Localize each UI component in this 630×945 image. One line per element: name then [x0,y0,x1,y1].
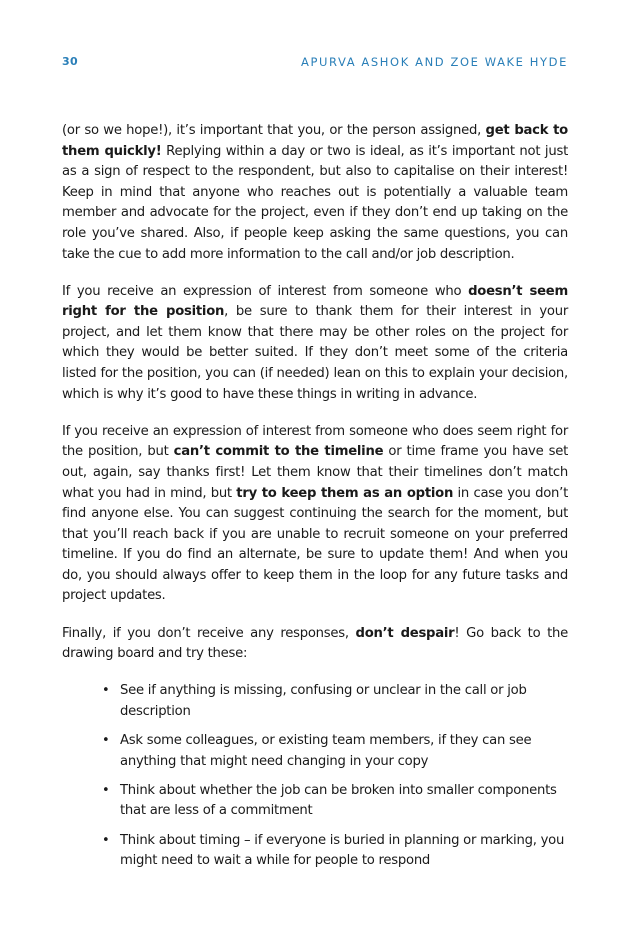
bullet-icon: • [102,733,110,749]
text-run: or time frame you have set out, again, say thanks first! Let them know that their timelines don’t match what you had in mind, but [62,444,568,501]
paragraph [62,422,568,607]
emphasis-text: don’t despair [355,625,455,641]
bullet-icon: • [102,782,110,798]
text-run: in case you don’t find anyone else. You can suggest continuing the search for the moment, but that you’ll reach back if you are unable to recruit someone on your preferred timeline. If you do find an alternate, be sure to update them! And when you do, you should always offer to keep them in the loop for any future tasks and project updates. [62,485,568,604]
text-run: ! Go back to the drawing board and try these: [62,625,568,662]
bullet-icon: • [102,683,110,699]
list-item-text: Think about whether the job can be broken into smaller components that are less of a commitment [120,782,557,819]
body-text [62,121,568,880]
paragraph [62,282,568,406]
list-item-text: See if anything is missing, confusing or unclear in the call or job description [120,683,527,719]
text-run: Replying within a day or two is ideal, as it’s important not just as a sign of respect to the respondent, but also to capitalise on their interest! Keep in mind that anyone who reaches out is potentially a valuable team member and advocate for the project, even if they don’t end up taking on the role you’ve shared. Also, if people keep asking the same questions, you can take the cue to add more information to the call and/or job description. [62,143,568,262]
emphasis-text: can’t commit to the timeline [173,444,384,460]
list-item-text: Think about timing – if everyone is buried in planning or marking, you might need to wait a while for people to respond [120,832,565,869]
emphasis-text: doesn’t seem right for the position [62,283,568,320]
page-number: 30 [62,55,78,68]
bullet-list [62,681,568,872]
list-item-text: Ask some colleagues, or existing team members, if they can see anything that might need changing in your copy [120,733,532,769]
emphasis-text: get back to them quickly! [62,123,568,159]
text-run: Finally, if you don’t receive any responses, [62,625,356,641]
paragraph [62,624,568,665]
emphasis-text: try to keep them as an option [236,485,454,501]
text-run: , be sure to thank them for their interest in your project, and let them know that there may be other roles on the project for which they would be better suited. If they don’t meet some of the criteria listed for the position, you can (if needed) lean on this to explain your decision, which is why it’s good to have these things in writing in advance. [62,304,568,402]
list-item [102,731,568,772]
bullet-icon: • [102,832,110,848]
running-header [62,55,568,71]
list-item [102,681,568,722]
text-run: If you receive an expression of interest from someone who does seem right for the position, but [62,423,568,460]
header-authors: APURVA ASHOK AND ZOE WAKE HYDE [301,55,568,69]
text-run: If you receive an expression of interest from someone who [62,283,469,299]
paragraph [62,121,568,265]
list-item [102,831,568,872]
list-item [102,781,568,822]
text-run: (or so we hope!), it’s important that you, or the person assigned, [62,123,486,138]
